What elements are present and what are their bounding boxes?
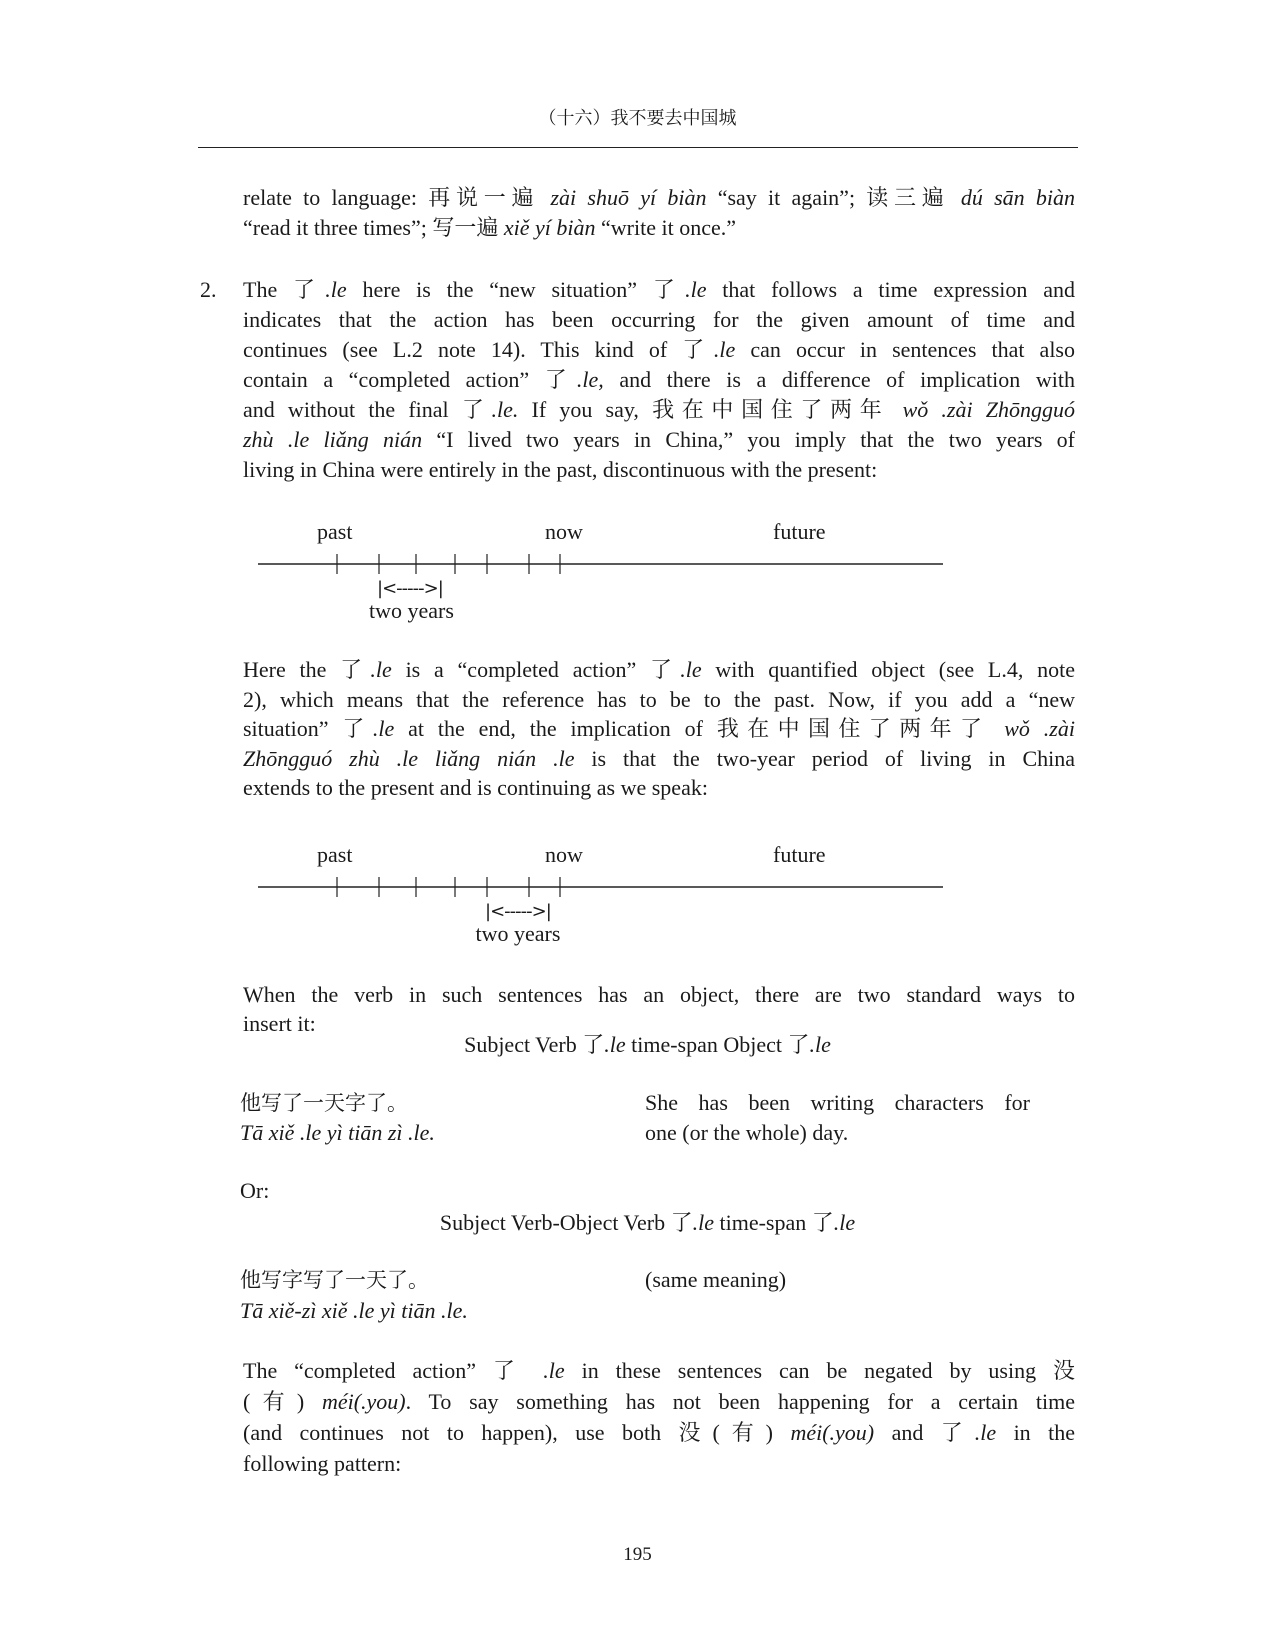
timeline-bracket: |<----->|	[377, 578, 443, 599]
running-header: （十六）我不要去中国城	[538, 108, 737, 129]
example-2-translation: (same meaning)	[645, 1267, 787, 1292]
pinyin-span: .le	[370, 657, 392, 682]
timeline-label-now: now	[545, 842, 583, 867]
pattern-2	[0, 1208, 1275, 1238]
text-line	[243, 1418, 1075, 1448]
text-line	[243, 1387, 1075, 1417]
pinyin-span: .le,	[576, 367, 604, 392]
timeline-label-future: future	[773, 519, 826, 544]
pinyin-span: méi(.you)	[321, 1389, 406, 1414]
pinyin-span: .le	[604, 1032, 626, 1057]
pinyin-span: .le	[692, 1210, 714, 1235]
text-span: contain a “completed action” 了	[243, 367, 577, 392]
example-1-translation-line-2: one (or the whole) day.	[645, 1120, 849, 1145]
text-line	[243, 1449, 1075, 1479]
text-span: and without the final 了	[243, 397, 492, 422]
text-span: 2), which means that the reference has to be to the past. Now, if you add a “new	[243, 686, 1075, 712]
text-span: time-span 了	[713, 1210, 834, 1235]
text-span: . To say something has not been happening for a certain time	[405, 1389, 1076, 1414]
example-1-chinese: 他写了一天字了。	[240, 1091, 408, 1115]
text-span: indicates that the action has been occurring for the given amount of time and	[243, 307, 1075, 332]
text-span: The “completed action” 了	[243, 1358, 544, 1383]
text-span: with quantified object (see L.4, note	[701, 657, 1076, 682]
text-span: time-span Object 了	[625, 1032, 810, 1057]
note-number: 2.	[200, 277, 217, 302]
timeline-span-label: two years	[475, 921, 561, 946]
text-span: The 了	[243, 277, 326, 302]
text-span: situation” 了	[243, 716, 373, 741]
example-1-pinyin: Tā xiě .le yì tiān zì .le.	[240, 1120, 435, 1145]
text-span: living in China were entirely in the past, discontinuous with the present:	[243, 457, 878, 482]
pinyin-span: .le	[833, 1210, 856, 1235]
timeline-label-past: past	[317, 842, 353, 867]
pinyin-span: .le	[685, 277, 707, 302]
text-span: relate to language: 再说一遍	[243, 185, 551, 210]
pinyin-span: méi(.you)	[790, 1420, 875, 1445]
text-span: following pattern:	[243, 1451, 402, 1476]
text-span: extends to the present and is continuing as we speak:	[243, 775, 708, 800]
text-span: in the	[996, 1420, 1075, 1445]
text-span: that follows a time expression and	[706, 277, 1075, 302]
pinyin-span: .le	[809, 1032, 831, 1057]
pinyin-span: .le.	[491, 397, 519, 422]
pinyin-span: wǒ .zài Zhōngguó	[902, 397, 1075, 422]
text-span: can occur in sentences that also	[735, 337, 1075, 362]
text-span: Here the 了	[243, 657, 371, 682]
text-line	[243, 980, 1075, 1010]
timeline-bracket: |<----->|	[485, 901, 551, 922]
text-span: is a “completed action” 了	[391, 657, 681, 682]
pinyin-span: zhù .le liǎng nián	[243, 427, 423, 452]
timeline-span-label: two years	[369, 598, 454, 623]
timeline-label-now: now	[545, 519, 583, 544]
text-span: and there is a difference of implication with	[603, 367, 1075, 392]
example-1-translation-line-1: She has been writing characters for	[645, 1090, 1030, 1115]
text-span: (有)	[243, 1389, 322, 1414]
pinyin-span: wǒ .zài	[1004, 716, 1075, 741]
pinyin-span: .le	[680, 657, 702, 682]
pinyin-span: xiě yí biàn	[503, 215, 596, 240]
text-span: (and continues not to happen), use both 没(有)	[243, 1420, 791, 1445]
timeline-label-future: future	[773, 842, 826, 867]
pinyin-span: .le	[543, 1358, 565, 1383]
text-span: in these sentences can be negated by using 没	[564, 1358, 1075, 1383]
pinyin-span: .le	[372, 716, 395, 741]
pinyin-span: .le	[974, 1420, 997, 1445]
pinyin-span: zài shuō yí biàn	[550, 185, 707, 210]
text-span: If you say, 我在中国住了两年	[518, 397, 903, 422]
pinyin-span: .le	[713, 337, 736, 362]
text-span: is that the two-year period of living in China	[574, 745, 1075, 771]
pinyin-span: Zhōngguó zhù .le liǎng nián .le	[243, 745, 575, 771]
or-label: Or:	[240, 1178, 270, 1203]
pattern-1	[0, 1030, 1275, 1060]
pinyin-span: .le	[325, 277, 347, 302]
text-span: “I lived two years in China,” you imply that the two years of	[422, 427, 1075, 452]
text-span: Subject Verb 了	[464, 1032, 605, 1057]
text-span: Subject Verb-Object Verb 了	[439, 1210, 693, 1235]
page-number: 195	[623, 1544, 652, 1565]
text-span: here is the “new situation” 了	[346, 277, 686, 302]
text-span: “say it again”; 读三遍	[706, 185, 961, 210]
text-span: at the end, the implication of 我在中国住了两年了	[394, 716, 1005, 741]
text-line	[243, 1356, 1075, 1386]
text-span: insert it:	[243, 1011, 316, 1036]
text-span: and 了	[874, 1420, 975, 1445]
text-span: “write it once.”	[595, 215, 736, 240]
text-span: continues (see L.2 note 14). This kind of 了	[243, 337, 714, 362]
timeline-label-past: past	[317, 519, 353, 544]
text-span: “read it three times”; 写一遍	[243, 215, 504, 240]
pinyin-span: dú sān biàn	[960, 185, 1075, 210]
example-2-chinese: 他写字写了一天了。	[240, 1268, 429, 1292]
text-span: When the verb in such sentences has an object, there are two standard ways to	[243, 982, 1075, 1007]
example-2-pinyin: Tā xiě-zì xiě .le yì tiān .le.	[240, 1298, 468, 1323]
